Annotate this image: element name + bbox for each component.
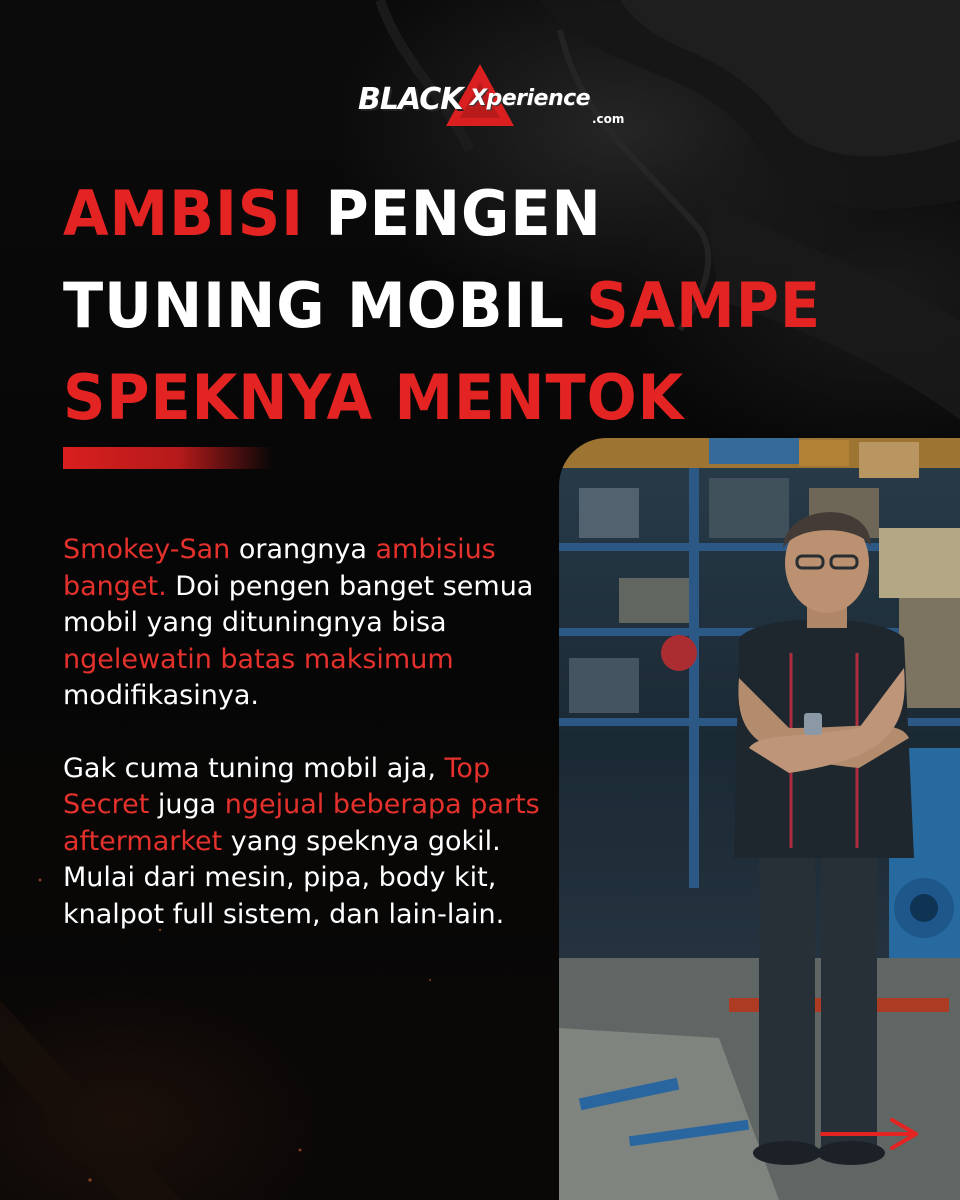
workshop-illustration (559, 438, 960, 1200)
body-text: Doi pengen banget semua mobil yang dituningnya bisa (63, 570, 534, 638)
logo-xperience-text: Xperience (470, 86, 591, 111)
headline (63, 168, 923, 444)
headline-word: AMBISI (63, 177, 305, 250)
highlight-text: Smokey-San (63, 534, 231, 565)
headline-word: SAMPE (586, 269, 822, 342)
paragraph-1 (63, 532, 543, 715)
highlight-text: ngejual beberapa parts aftermarket (63, 789, 540, 857)
headline-line-1 (63, 168, 880, 260)
logo-domain-text: .com (592, 112, 625, 126)
brand-logo (352, 62, 652, 134)
body-text: Gak cuma tuning mobil aja, (63, 752, 445, 784)
paragraph-2 (63, 751, 543, 934)
logo-black-text: BLACK (358, 82, 463, 117)
workshop-photo (559, 438, 960, 1200)
highlight-text: Top Secret (63, 752, 491, 820)
body-text: yang speknya gokil. Mulai dari mesin, pipa, body kit, knalpot full sistem, dan lain-lain. (63, 825, 505, 930)
body-copy (63, 532, 543, 969)
arrow-right-icon[interactable] (818, 1116, 928, 1152)
body-text: juga (149, 789, 225, 820)
red-divider-bar (63, 447, 273, 469)
headline-line-2 (63, 260, 880, 352)
highlight-text: ngelewatin batas maksimum (63, 643, 454, 675)
headline-word: PENGEN (304, 177, 602, 250)
body-text: orangnya (230, 534, 376, 565)
highlight-text: ambisius banget. (63, 534, 496, 602)
headline-word: TUNING MOBIL (63, 269, 587, 342)
body-text: modifikasinya. (63, 680, 259, 711)
headline-word: SPEKNYA MENTOK (63, 361, 685, 434)
headline-line-3 (63, 352, 880, 444)
